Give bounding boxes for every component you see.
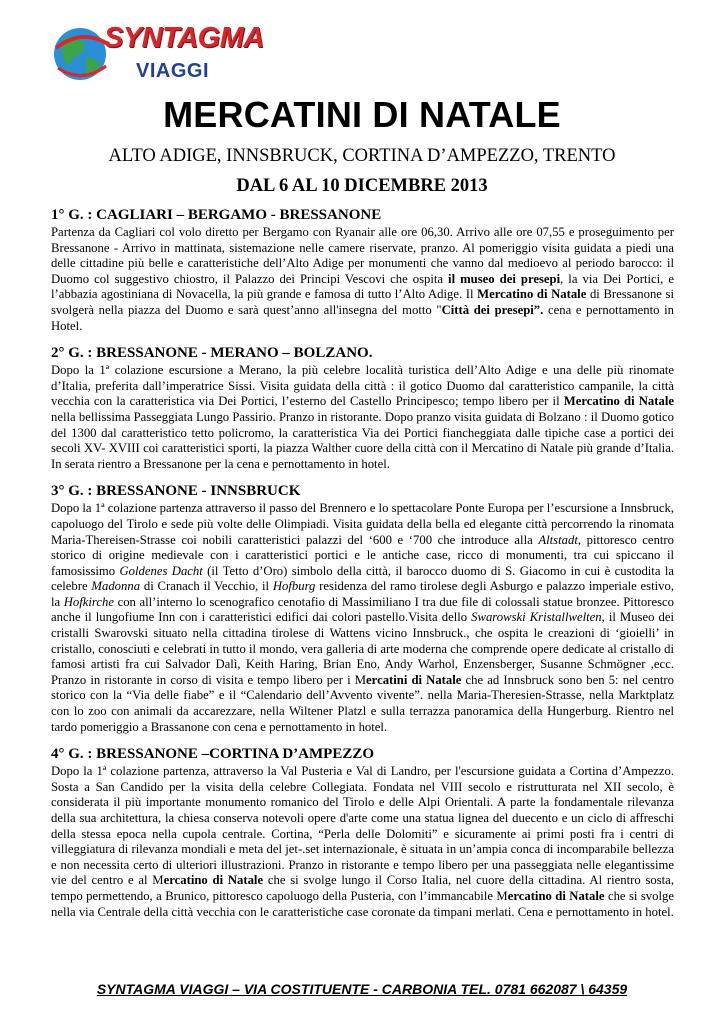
- footer-text: SYNTAGMA VIAGGI – VIA COSTITUENTE - CARBONIA TEL. 0781 662087 \ 64359: [96, 981, 628, 997]
- day-3-section: [51, 482, 674, 735]
- day-description: Partenza da Cagliari col volo diretto per Bergamo con Ryanair alle ore 06,30. Arrivo alle ore 07,55 e proseguimento per Bressanone - Arrivo in mattinata, sistemazione nelle camere riservate, pranzo. Al pomeriggio visita guidata a piedi una delle cittadine più belle e caratteristiche dell’Alto Adige per monumenti che vanno dal medioevo al periodo barocco: il Duomo col suggestivo chiostro, il Palazzo dei Principi Vescovi che ospita il museo dei presepi, la via Dei Portici, e l’abbazia agostiniana di Novacella, la più grande e famosa di tutto l’Alto Adige. Il Mercatino di Natale di Bressanone si svolgerà nella piazza del Duomo e sarà quest’anno all'insegna del motto "Città dei presepi”. cena e pernottamento in Hotel.: [51, 225, 675, 333]
- day-heading: 3° G. : BRESSANONE - INNSBRUCK: [51, 483, 301, 500]
- logo-subtitle: VIAGGI: [136, 60, 210, 82]
- day-2-section: [51, 344, 674, 472]
- day-4-section: [51, 745, 674, 920]
- page-title: MERCATINI DI NATALE: [163, 94, 561, 135]
- destinations-subtitle: ALTO ADIGE, INNSBRUCK, CORTINA D’AMPEZZO, TRENTO: [108, 146, 616, 166]
- day-description: Dopo la 1ª colazione escursione a Merano, la più celebre località turistica dell’Alto Adige e una delle più rinomate d’Italia, preferita dall’imperatrice Sissi. Visita guidata della città : il gotico Duomo dal caratteristico campanile, la città vecchia con la caratteristica via Dei Portici, l’esterno del Castello Principesco; tempo libero per il Mercatino di Natale nella bellissima Passeggiata Lungo Passirio. Pranzo in ristorante. Dopo pranzo visita guidata di Bolzano : il Duomo gotico del 1300 dal caratteristico tetto policromo, la caratteristica Via dei Portici fiancheggiata dalle tipiche case a portici dei secoli XV- XVIII coi caratteristici sporti, la piazza Walther cuore della città con il Mercatino di Natale più grande d’Italia. In serata rientro a Bressanone per la cena e pernottamento in hotel.: [51, 363, 674, 471]
- footer-contact: [0, 980, 724, 998]
- logo-brand: SYNTAGMA: [104, 22, 264, 54]
- day-heading: 2° G. : BRESSANONE - MERANO – BOLZANO.: [51, 345, 373, 362]
- day-heading: 4° G. : BRESSANONE –CORTINA D’AMPEZZO: [51, 746, 375, 763]
- day-1-section: [51, 206, 674, 334]
- day-description: Dopo la 1ª colazione partenza, attraverso la Val Pusteria e Val di Landro, per l'escursione guidata a Cortina d’Ampezzo. Sosta a San Candido per la visita della celebre Collegiata. Fondata nel VIII secolo e ristrutturata nel XII secolo, è considerata il più importante monumento romanico del Tirolo e delle Alpi Orientali. A parte la fondamentale rilevanza della sua architettura, la chiesa conserva notevoli opere d'arte come una statua lignea del duecento e un ciclo di affreschi della stessa epoca nella cupola centrale. Cortina, “Perla delle Dolomiti” e sicuramente ai primi posti fra i centri di villeggiatura di rilevanza mondiali e meta del jet-.set internazionale, è situata in un’ampia conca di incomparabile bellezza e non necessita certo di ulteriori illustrazioni. Pranzo in ristorante e tempo libero per una passeggiata nelle elegantissime vie del centro e al Mercatino di Natale che si svolge lungo il Corso Italia, nel cuore della cittadina. Al rientro sosta, tempo permettendo, a Brunico, pittoresco capoluogo della Pusteria, con l’immancabile Mercatino di Natale che si svolge nella via Centrale della città vecchia con le caratteristiche case coronate da timpani merlati. Cena e pernottamento in hotel.: [51, 764, 674, 919]
- day-description: Dopo la 1ª colazione partenza attraverso il passo del Brennero e lo spettacolare Ponte Europa per l’escursione a Innsbruck, capoluogo del Tirolo e sede più volte delle Olimpiadi. Visita guidata della bella ed elegante città percorrendo la rinomata Maria-Thereisen-Strasse coi nobili caratteristici palazzi del ‘600 e ‘700 che introduce alla Altstadt, pittoresco centro storico di origine medievale con i caratteristici portici e le antiche case, ricco di monumenti, tra cui spiccano il famosissimo Goldenes Dacht (il Tetto d’Oro) simbolo della città, il barocco duomo di S. Giacomo in cui è custodita la celebre Madonna di Cranach il Vecchio, il Hofburg residenza del ramo tirolese degli Asburgo e palazzo imperiale estivo, la Hofkirche con all’interno lo scenografico cenotafio di Massimiliano I tra due file di colossali statue bronzee. Pittoresco anche il lungofiume Inn con i caratteristici edifici dai colori pastello.Visita dello Swarowski Kristallwelten, il Museo dei cristalli Swarovski situato nella cittadina tirolese di Wattens vicino Innsbruck., che ospita le creazioni di ‘gioielli’ in cristallo, conosciuti e celebrati in tutto il mondo, vera galleria di arte moderna che comprende opere dedicate al cristallo di famosi artisti fra cui Salvador Dalì, Keith Haring, Brian Eno, Andy Warhol, Enzensberger, Susanne Schmögner ,ecc. Pranzo in ristorante in corso di visita e tempo libero per i Mercatini di Natale che ad Innsbruck sono ben 5: nel centro storico con la “Via delle fiabe” e il “Calendario dell’Avvento vivente”. nella Maria-Theresien-Strasse, nella Marktplatz con lo zoo con animali da accarezzare, nella Wiltener Platzl e sulla terrazza panoramica della Hungerburg. Rientro nel tardo pomeriggio a Brassanone con cena e pernottamento in hotel.: [51, 501, 675, 734]
- itinerary: [51, 206, 674, 930]
- syntagma-logo: [52, 18, 264, 90]
- day-heading: 1° G. : CAGLIARI – BERGAMO - BRESSANONE: [51, 207, 382, 223]
- travel-dates: DAL 6 AL 10 DICEMBRE 2013: [236, 176, 488, 196]
